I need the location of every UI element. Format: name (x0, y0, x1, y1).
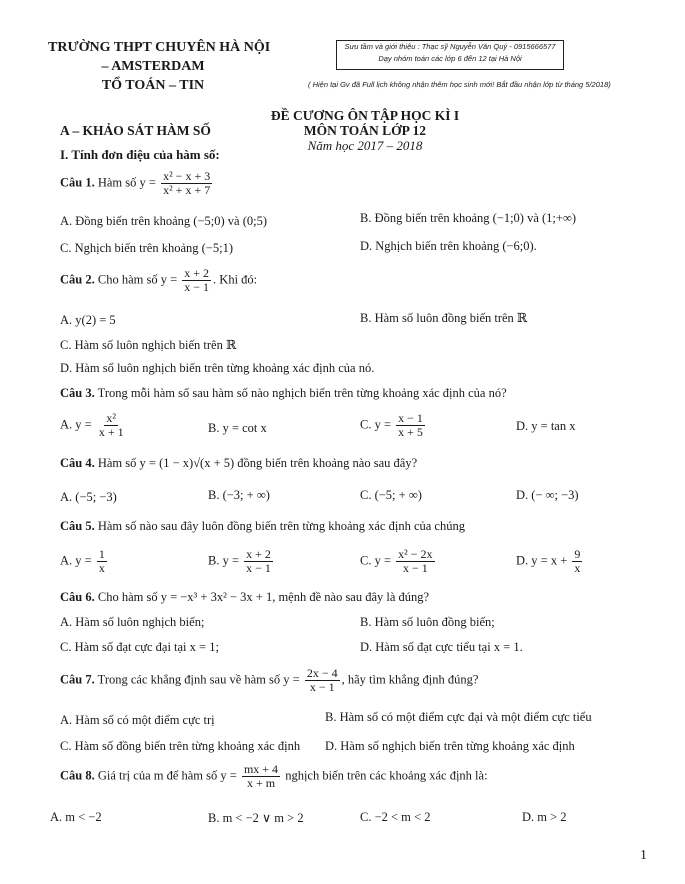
fraction (396, 548, 434, 575)
option-d: D. y = tan x (516, 419, 576, 433)
question-text-after: nghịch biến trên các khoảng xác định là: (282, 768, 488, 783)
question-1 (60, 170, 214, 197)
option-b: B. Hàm số luôn đồng biến trên ℝ (360, 311, 528, 325)
option-b-prefix: B. y = (208, 553, 240, 568)
school-header (48, 38, 271, 95)
denominator: x − 1 (309, 680, 335, 694)
denominator: x (574, 561, 581, 575)
question-2 (60, 267, 257, 294)
option-b: B. Hàm số luôn đồng biến; (360, 615, 495, 629)
numerator: 9 (574, 547, 581, 561)
option-c: C. Hàm số đạt cực đại tại x = 1; (60, 640, 219, 654)
option-d: D. m > 2 (522, 810, 567, 824)
fraction (396, 412, 425, 439)
question-5 (60, 519, 465, 534)
hire-note: ( Hiện tại Gv đã Full lịch không nhận thêm học sinh mới! Bắt đầu nhận lớp từ tháng 5/2018) (308, 80, 611, 89)
fraction (97, 548, 107, 575)
option-d (516, 548, 584, 575)
numerator: x + 2 (246, 547, 271, 561)
document-title (240, 108, 490, 153)
option-c: C. (−5; + ∞) (360, 488, 422, 502)
option-c (360, 548, 437, 575)
denominator: x (98, 561, 105, 575)
denominator: x² + x + 7 (163, 183, 211, 197)
option-c: C. −2 < m < 2 (360, 810, 431, 824)
question-text: Giá trị của m để hàm số y = (94, 768, 237, 783)
question-text: Trong mỗi hàm số sau hàm số nào nghịch biến trên từng khoảng xác định của nó? (94, 386, 507, 400)
option-a (60, 412, 128, 439)
option-d-prefix: D. y = x + (516, 553, 568, 568)
question-text: Cho hàm số y = −x³ + 3x² − 3x + 1, mệnh đề nào sau đây là đúng? (94, 590, 430, 604)
question-label: Câu 7. (60, 672, 95, 687)
numerator: x − 1 (398, 411, 423, 425)
fraction (97, 412, 126, 439)
page-number: 1 (640, 848, 647, 863)
option-b: B. (−3; + ∞) (208, 488, 270, 502)
option-d: D. Hàm số luôn nghịch biến trên từng khoảng xác định của nó. (60, 361, 375, 375)
option-d: D. (− ∞; −3) (516, 488, 579, 502)
question-text: Hàm số y = (1 − x)√(x + 5) đồng biến trên khoảng nào sau đây? (94, 456, 418, 470)
numerator: x² (106, 411, 117, 425)
denominator: x − 1 (246, 561, 271, 575)
question-label: Câu 4. (60, 456, 95, 470)
fraction (182, 267, 211, 294)
question-label: Câu 8. (60, 768, 95, 783)
option-c: C. Hàm số luôn nghịch biến trên ℝ (60, 338, 237, 352)
question-6 (60, 590, 429, 605)
option-c: C. Nghịch biến trên khoảng (−5;1) (60, 241, 233, 255)
option-b: B. Đồng biến trên khoảng (−1;0) và (1;+∞) (360, 211, 577, 225)
option-d: D. Hàm số đạt cực tiểu tại x = 1. (360, 640, 523, 654)
fraction (242, 763, 280, 790)
option-c-prefix: C. y = (360, 553, 392, 568)
question-text: Cho hàm số y = (94, 272, 178, 287)
question-text-after: , hãy tìm khẳng định đúng? (341, 672, 479, 687)
fraction (161, 170, 212, 197)
option-a: A. m < −2 (50, 810, 102, 824)
department-name: TỔ TOÁN – TIN (101, 78, 205, 93)
numerator: x² − x + 3 (163, 169, 211, 183)
question-label: Câu 2. (60, 272, 95, 287)
option-b: B. Hàm số có một điểm cực đại và một điểm cực tiểu (325, 710, 592, 724)
school-year: Năm học 2017 – 2018 (307, 138, 423, 153)
question-text: Trong các khẳng định sau về hàm số y = (94, 672, 300, 687)
option-a: A. y(2) = 5 (60, 313, 116, 327)
question-text: Hàm số nào sau đây luôn đồng biến trên từng khoảng xác định của chúng (94, 519, 465, 533)
denominator: x + m (246, 776, 276, 790)
option-a (60, 548, 109, 575)
denominator: x − 1 (184, 280, 210, 294)
option-d: D. Hàm số nghịch biến trên từng khoảng xác định (325, 739, 575, 753)
question-3 (60, 386, 507, 401)
contact-line-2: Dạy nhóm toán các lớp 6 đến 12 tại Hà Nội (378, 54, 522, 63)
question-7 (60, 667, 478, 694)
option-d: D. Nghịch biến trên khoảng (−6;0). (360, 239, 537, 253)
contact-line-1: Sưu tầm và giới thiệu : Thạc sỹ Nguyễn Văn Quý - 0915666577 (344, 42, 556, 51)
section-a-heading: A – KHẢO SÁT HÀM SỐ (60, 123, 211, 138)
title-line-2: MÔN TOÁN LỚP 12 (303, 123, 427, 138)
option-a: A. (−5; −3) (60, 490, 117, 504)
option-a-prefix: A. y = (60, 417, 92, 432)
option-c (360, 412, 427, 439)
numerator: 1 (98, 547, 105, 561)
denominator: x − 1 (402, 561, 428, 575)
denominator: x + 1 (98, 425, 124, 439)
fraction (244, 548, 273, 575)
option-a: A. Hàm số luôn nghịch biến; (60, 615, 205, 629)
question-label: Câu 1. (60, 175, 95, 190)
school-name: TRƯỜNG THPT CHUYÊN HÀ NỘI (48, 40, 271, 55)
numerator: x + 2 (184, 266, 210, 280)
question-label: Câu 5. (60, 519, 95, 533)
question-8 (60, 763, 488, 790)
denominator: x + 5 (398, 425, 423, 439)
question-4 (60, 456, 417, 471)
option-a: A. Đồng biến trên khoảng (−5;0) và (0;5) (60, 214, 268, 228)
option-c: C. Hàm số đồng biến trên từng khoảng xác định (60, 739, 301, 753)
school-name-line2: – AMSTERDAM (101, 59, 205, 74)
option-b: B. y = cot x (208, 421, 267, 435)
contact-info-box (336, 40, 564, 70)
question-text: Hàm số y = (94, 175, 156, 190)
option-b: B. m < −2 ∨ m > 2 (208, 811, 304, 825)
fraction (305, 667, 340, 694)
title-line-1: ĐỀ CƯƠNG ÔN TẬP HỌC KÌ I (270, 108, 460, 123)
fraction (572, 548, 582, 575)
question-label: Câu 6. (60, 590, 95, 604)
option-a-prefix: A. y = (60, 553, 92, 568)
numerator: 2x − 4 (306, 666, 338, 680)
subsection-heading: I. Tính đơn điệu của hàm số: (60, 147, 220, 162)
numerator: mx + 4 (243, 762, 279, 776)
numerator: x² − 2x (398, 547, 433, 561)
question-label: Câu 3. (60, 386, 95, 400)
option-c-prefix: C. y = (360, 417, 392, 432)
question-text-after: . Khi đó: (213, 272, 258, 287)
option-b (208, 548, 275, 575)
option-a: A. Hàm số có một điểm cực trị (60, 713, 215, 727)
